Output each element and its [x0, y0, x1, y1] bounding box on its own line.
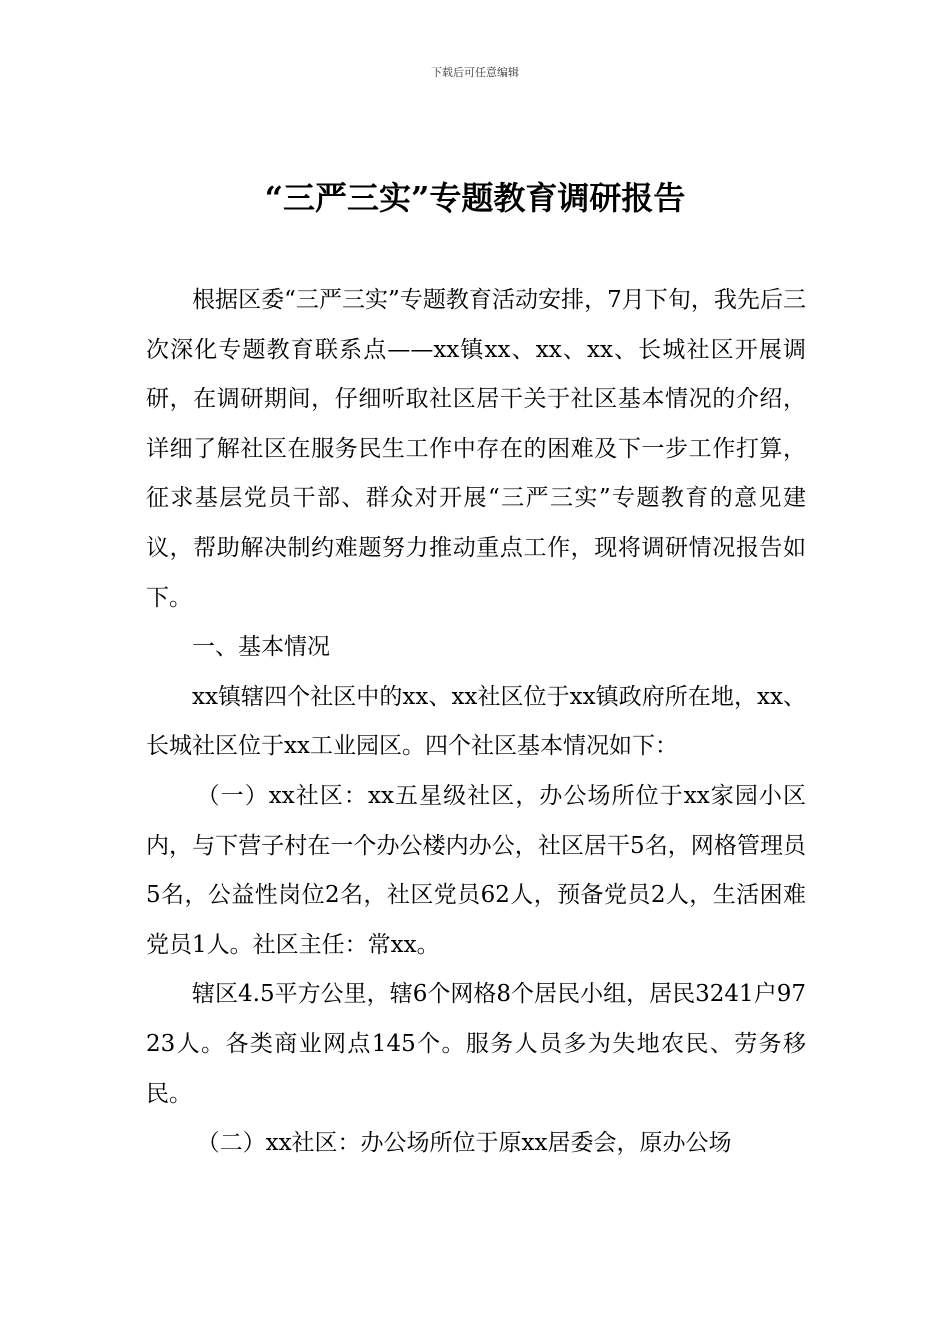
- paragraph-community-1: （一）xx社区：xx五星级社区，办公场所位于xx家园小区内，与下营子村在一个办公楼内办公，社区居干5名，网格管理员5名，公益性岗位2名，社区党员62人，预备党员2人，生活困难党员1人。社区主任：常xx。: [146, 782, 806, 958]
- paragraph-intro: 根据区委“三严三实”专题教育活动安排，7月下旬，我先后三次深化专题教育联系点——xx镇xx、xx、xx、长城社区开展调研，在调研期间，仔细听取社区居干关于社区基本情况的介绍，详细了解社区在服务民生工作中存在的困难及下一步工作打算，征求基层党员干部、群众对开展“三严三实”专题教育的意见建议，帮助解决制约难题努力推动重点工作，现将调研情况报告如下。: [146, 287, 806, 611]
- document-title: “三严三实”专题教育调研报告: [264, 179, 686, 217]
- document-body: [146, 276, 806, 1169]
- paragraph-overview: xx镇辖四个社区中的xx、xx社区位于xx镇政府所在地，xx、长城社区位于xx工业园区。四个社区基本情况如下：: [146, 683, 806, 760]
- paragraph-community-2: （二）xx社区：办公场所位于原xx居委会，原办公场: [196, 1130, 732, 1157]
- section-heading-basic-situation: 一、基本情况: [192, 634, 330, 661]
- paragraph-community-1-detail: 辖区4.5平方公里，辖6个网格8个居民小组，居民3241户9723人。各类商业网点145个。服务人员多为失地农民、劳务移民。: [146, 981, 806, 1107]
- page-header-note: 下载后可任意编辑: [431, 66, 519, 79]
